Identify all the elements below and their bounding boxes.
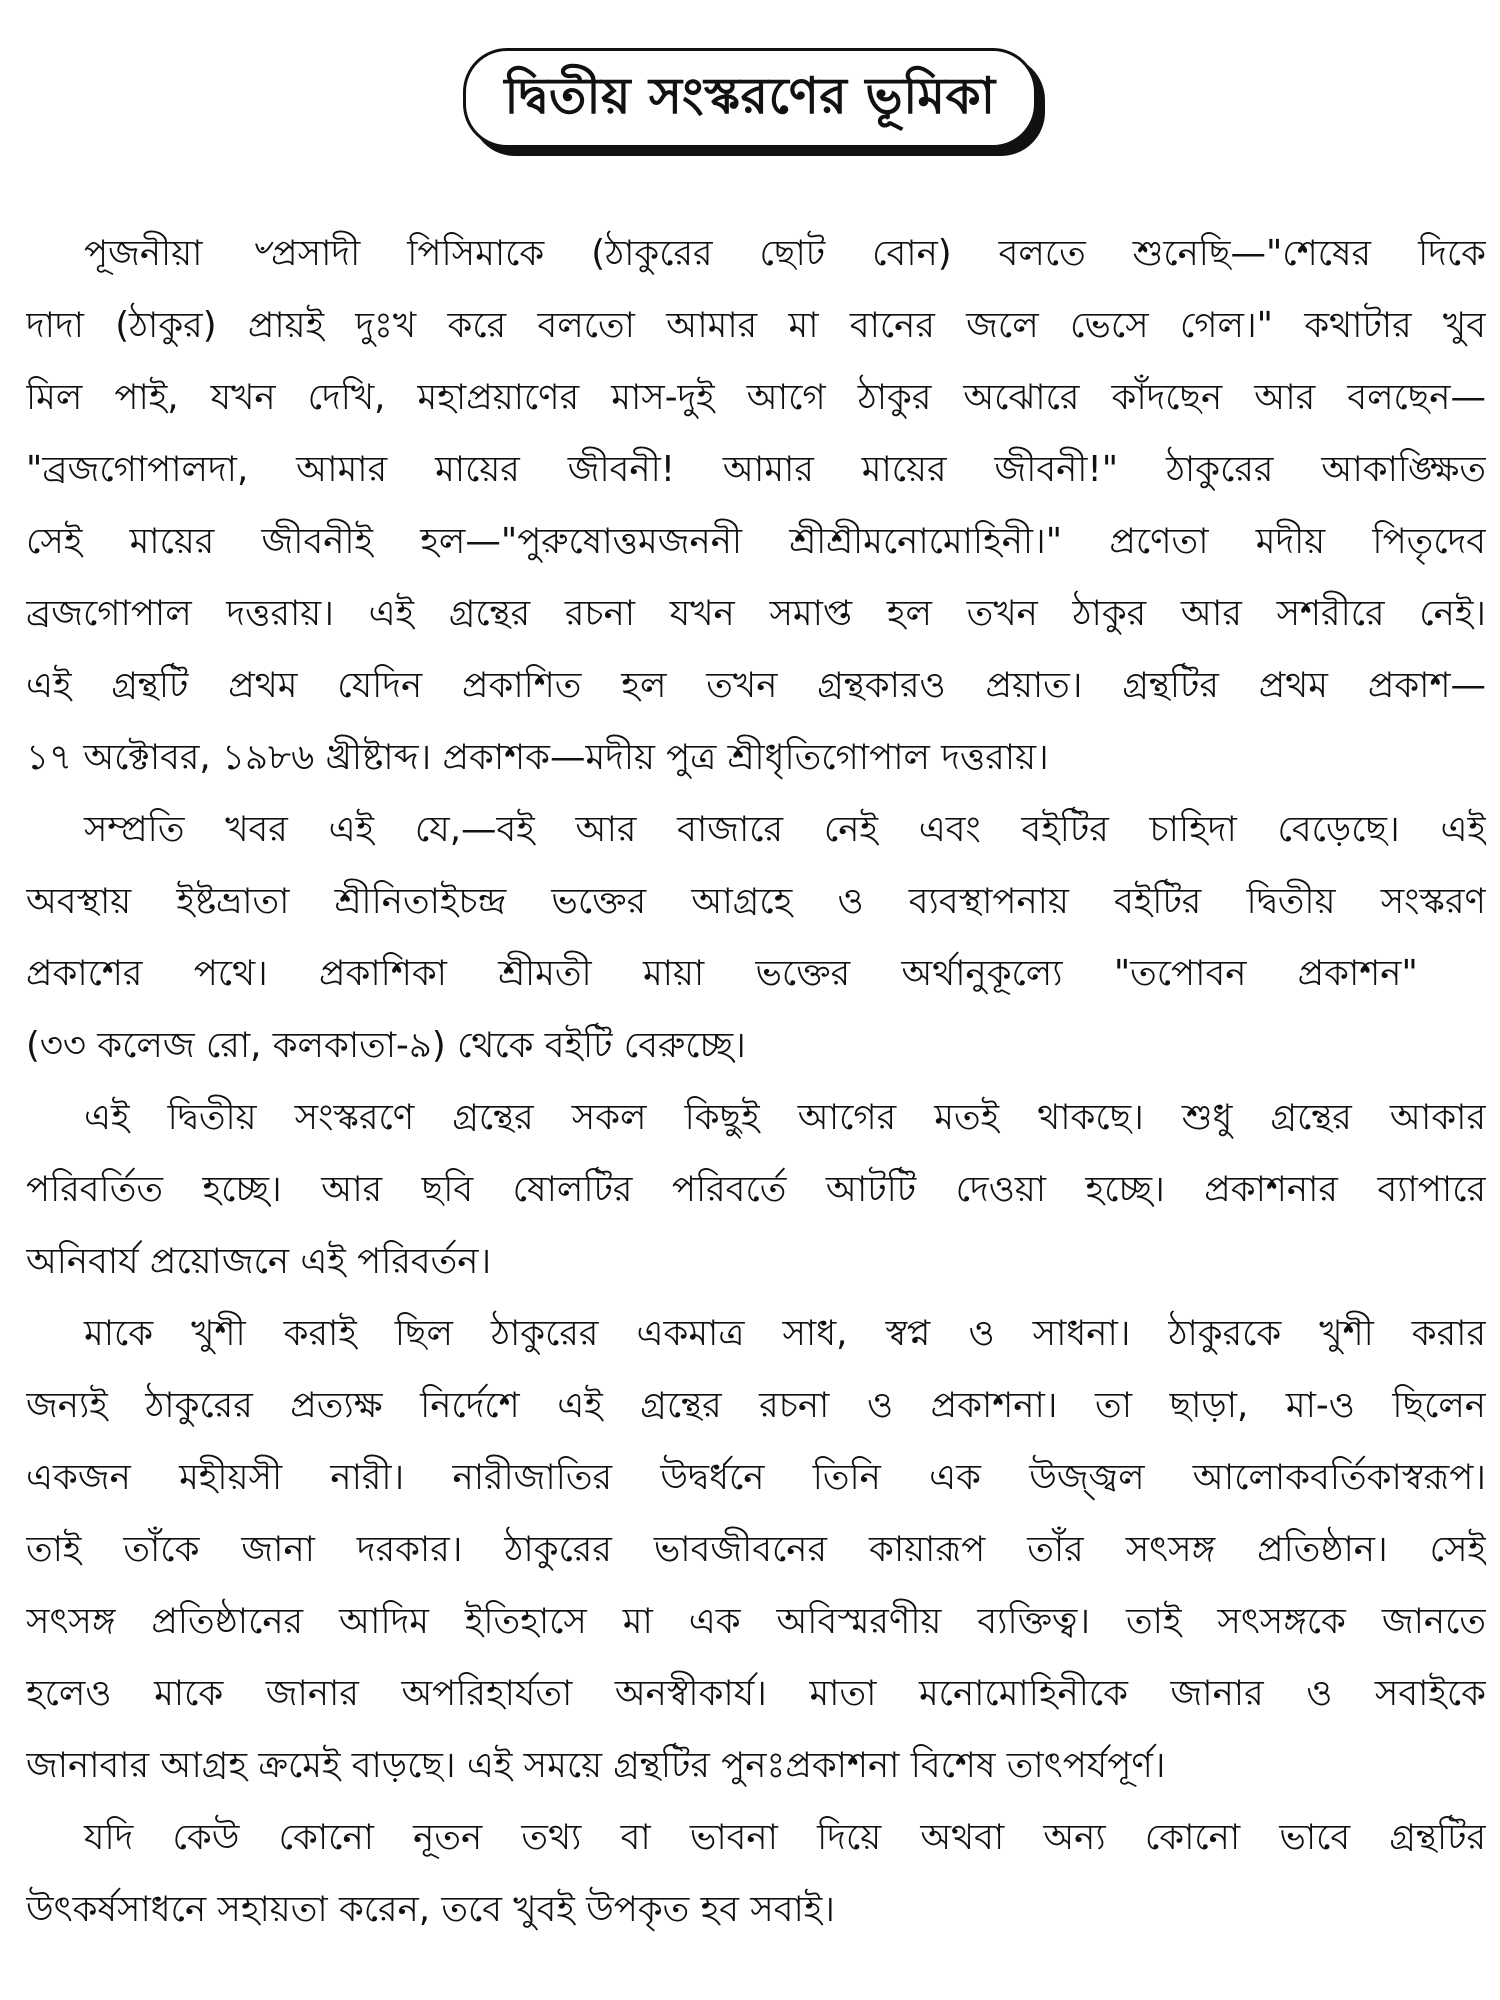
text-line: উৎকর্ষসাধনে সহায়তা করেন, তবে খুবই উপকৃত হব সবাই। [26,1889,835,1930]
page-title: দ্বিতীয় সংস্করণের ভূমিকা [504,67,996,125]
text-line: দাদা (ঠাকুর) প্রায়ই দুঃখ করে বলতো আমার মা বানের জলে ভেসে গেল।" কথাটার খুব [26,305,1486,346]
text-line: সম্প্রতি খবর এই যে,—বই আর বাজারে নেই এবং বইটির চাহিদা বেড়েছে। এই [84,809,1486,850]
text-line: মিল পাই, যখন দেখি, মহাপ্রয়াণের মাস-দুই আগে ঠাকুর অঝোরে কাঁদছেন আর বলছেন— [26,377,1486,418]
text-line: একজন মহীয়সী নারী। নারীজাতির উদ্বর্ধনে তিনি এক উজ্জ্বল আলোকবর্তিকাস্বরূপ। [26,1457,1486,1498]
text-line: ব্রজগোপাল দত্তরায়। এই গ্রন্থের রচনা যখন সমাপ্ত হল তখন ঠাকুর আর সশরীরে নেই। [26,593,1486,634]
text-line: মাকে খুশী করাই ছিল ঠাকুরের একমাত্র সাধ, স্বপ্ন ও সাধনা। ঠাকুরকে খুশী করার [84,1313,1486,1354]
text-line: এই দ্বিতীয় সংস্করণে গ্রন্থের সকল কিছুই আগের মতই থাকছে। শুধু গ্রন্থের আকার [84,1097,1486,1138]
text-line: সেই মায়ের জীবনীই হল—"পুরুষোত্তমজননী শ্রীশ্রীমনোমোহিনী।" প্রণেতা মদীয় পিতৃদেব [26,521,1486,562]
title-box [463,48,1036,148]
text-line: ১৭ অক্টোবর, ১৯৮৬ খ্রীষ্টাব্দ। প্রকাশক—মদীয় পুত্র শ্রীধৃতিগোপাল দত্তরায়। [26,737,1049,778]
text-line: (৩৩ কলেজ রো, কলকাতা-৯) থেকে বইটি বেরুচ্ছে। [26,1025,746,1066]
text-line: যদি কেউ কোনো নূতন তথ্য বা ভাবনা দিয়ে অথবা অন্য কোনো ভাবে গ্রন্থটির [84,1817,1486,1858]
text-line: প্রকাশের পথে। প্রকাশিকা শ্রীমতী মায়া ভক্তের অর্থানুকূল্যে "তপোবন প্রকাশন" [26,953,1418,994]
text-line: জন্যই ঠাকুরের প্রত্যক্ষ নির্দেশে এই গ্রন্থের রচনা ও প্রকাশনা। তা ছাড়া, মা-ও ছিলেন [26,1385,1486,1426]
text-line: জানাবার আগ্রহ ক্রমেই বাড়ছে। এই সময়ে গ্রন্থটির পুনঃপ্রকাশনা বিশেষ তাৎপর্যপূর্ণ। [26,1745,1166,1786]
text-line: পূজনীয়া ৺প্রসাদী পিসিমাকে (ঠাকুরের ছোট বোন) বলতে শুনেছি—"শেষের দিকে [84,233,1486,274]
text-line: তাই তাঁকে জানা দরকার। ঠাকুরের ভাবজীবনের কায়ারূপ তাঁর সৎসঙ্গ প্রতিষ্ঠান। সেই [26,1529,1486,1570]
text-line: অনিবার্য প্রয়োজনে এই পরিবর্তন। [26,1241,492,1282]
text-line: অবস্থায় ইষ্টভ্রাতা শ্রীনিতাইচন্দ্র ভক্তের আগ্রহে ও ব্যবস্থাপনায় বইটির দ্বিতীয় সংস্করণ [26,881,1486,922]
title-container [0,48,1500,148]
text-line: পরিবর্তিত হচ্ছে। আর ছবি ষোলটির পরিবর্তে আটটি দেওয়া হচ্ছে। প্রকাশনার ব্যাপারে [26,1169,1486,1210]
text-line: সৎসঙ্গ প্রতিষ্ঠানের আদিম ইতিহাসে মা এক অবিস্মরণীয় ব্যক্তিত্ব। তাই সৎসঙ্গকে জানতে [26,1601,1486,1642]
text-line: হলেও মাকে জানার অপরিহার্যতা অনস্বীকার্য। মাতা মনোমোহিনীকে জানার ও সবাইকে [26,1673,1486,1714]
body-text [26,218,1486,1946]
text-line: "ব্রজগোপালদা, আমার মায়ের জীবনী! আমার মায়ের জীবনী!" ঠাকুরের আকাঙ্ক্ষিত [26,449,1486,490]
text-line: এই গ্রন্থটি প্রথম যেদিন প্রকাশিত হল তখন গ্রন্থকারও প্রয়াত। গ্রন্থটির প্রথম প্রকাশ— [26,665,1486,706]
